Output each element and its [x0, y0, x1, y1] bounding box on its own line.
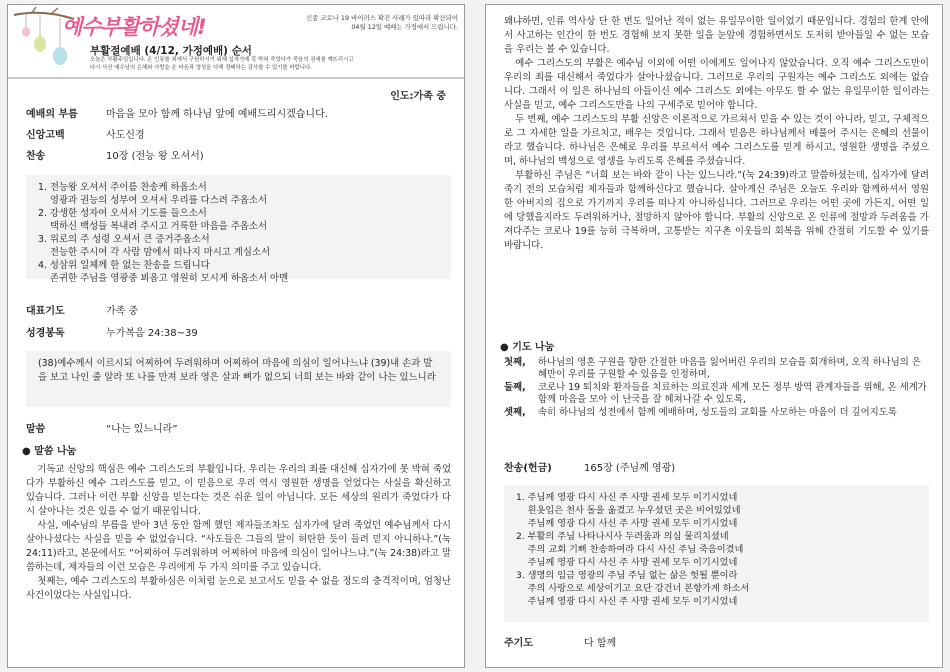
order-hymn: 찬송 10장 (전능 왕 오셔서): [26, 151, 204, 162]
order-creed: 신앙고백 사도신경: [26, 130, 145, 141]
bulletin-page-left: [7, 4, 465, 668]
order-scripture: 성경봉독 누가복음 24:38~39: [26, 328, 198, 339]
prayer-item: 셋째, 속히 하나님의 성전에서 함께 예배하며, 성도들의 교회를 사모하는 마음이 더 깊어지도록: [504, 407, 897, 418]
closing-hymn-lyrics-box: 1. 주님께 영광 다시 사신 주 사망 권세 모두 이기시었네 흰옷입은 천사 돌을 옮겼고 누우셨던 곳은 비어있었네 주님께 영광 다시 사신 주 사망 권세 모두 이기시었네 2. 부활의 주님 나타나시사 두려움과 의심 물리치셨네 주의 교회 기뻐 찬송하여라 다시 사신 주님 죽음이겼네 주님께 영광 다시 사신 주 사망 권세 모두 이기시었네 3. 생명의 임금 영광의 주님 주님 없는 삶은 헛될 뿐이라 주의 사랑으로 세상이기고 요단 강건너 본향가게 하소서 주님께 영광 다시 사신 주 사망 권세 모두 이기시었네: [504, 485, 929, 622]
prayer-item: 첫째, 하나님의 영혼 구원을 향한 간절한 마음을 잃어버린 우리의 모습을 회개하며, 오직 하나님의 은혜만이 우리를 구원할 수 있음을 인정하며,: [504, 357, 921, 380]
bulletin-page-right: [485, 4, 943, 668]
intro-text: 오늘은 부활주일입니다. 온 인류를 죄에서 구원하시기 위해 십자가에 못 박혀 죽었다가 죽음의 권세를 깨뜨리시고 다시 사신 예수님의 은혜와 사랑을 온 마음과 정성을 다해 경배하는 감사할 수 있기를 바랍니다.: [90, 57, 354, 71]
message-body-left: 기독교 신앙의 핵심은 예수 그리스도의 부활입니다. 우리는 우리의 죄를 대신해 십자가에 못 박혀 죽었다가 부활하신 예수 그리스도를 믿고, 이 믿음으로 우리 역시 영원한 생명을 얻었다는 사실을 확신하고 있습니다. 그러나 이런 부활 신앙을 믿는다는 것은 쉬운 일이 아닙니다. 모든 세상의 원리가 죽었다가 다시 살아나는 것은 있을 수 없기 때문입니다. 사실, 예수님의 부름을 받아 3년 동안 함께 했던 제자들조차도 십자가에 달려 죽었던 예수님께서 다시 살아나셨다는 사실을 믿을 수 없었습니다. “사도들은 그들의 말이 허탄한 듯이 들려 믿지 아니하나.”(눅 24:11)라고, 본문에서도 “어찌하여 두려워하며 어찌하여 마음에 의심이 일어나느냐.”(눅 24:38)라고 말씀하는데, 제자들의 이런 모습은 우리에게 두 가지 의미를 주고 있습니다. 첫째는, 예수 그리스도의 부활하심은 이처럼 눈으로 보고서도 믿을 수 없을 정도의 충격적이며, 엄청난 사건이었다는 사실입니다.: [26, 464, 451, 601]
message-body-right: 왜냐하면, 인류 역사상 단 한 번도 일어난 적이 없는 유일무이한 일이었기 때문입니다. 경험의 한계 안에서 사고하는 인간이 한 번도 경험해 보지 못한 일을 눈앞에 경험하면서도 도저히 받아들일 수 없는 모습을 우리는 볼 수 있습니다. 예수 그리스도의 부활은 예수님 이외에 어떤 이에게도 일어나지 않았습니다. 오직 예수 그리스도만이 우리의 죄를 대신해서 죽었다가 살아나셨습니다. 그러므로 우리의 구원자는 예수 그리스도 외에는 없습니다. 그래서 이 일은 하나님의 아들이신 예수 그리스도 외에는 아무도 할 수 없는 유일무이한 일이라는 사실을 믿고, 예수 그리스도만을 나의 구세주로 믿어야 합니다. 두 번째, 예수 그리스도의 부활 신앙은 이론적으로 가르쳐서 믿을 수 있는 것이 아니라, 믿고, 구체적으로 그 자세한 일을 가르치고, 배우는 것입니다. 그래서 믿음은 하나님께서 베풀어 주시는 은혜의 선물이라고 했습니다. 하나님은 은혜로 우리를 부르셔서 예수 그리스도를 믿게 하시고, 영원한 생명을 주셨으며, 하나님의 백성으로 영생을 누리도록 은혜를 주셨습니다. 부활하신 주님은 “너희 보는 바와 같이 나는 있느니라.”(눅 24:39)라고 말씀하셨는데, 십자가에 달려 죽기 전의 모습처럼 제자들과 함께하신다고 했습니다. 살아계신 주님은 오늘도 우리와 함께하셔서 영원한 아버지의 집으로 가기까지 우리를 떠나지 아니하십니다. 그러므로 우리는 어떤 곳에 가든지, 어떤 일에 당했을지라도 두려워하거나, 절망하지 않아야 합니다. 부활의 신앙으로 온 인류에 절망과 두려움을 가져다주는 코로나 19를 능히 극복하며, 고통받는 지구촌 이웃들의 회복을 위해 간절히 기도할 수 있기를 바랍니다.: [504, 16, 929, 251]
prayer-item: 둘째, 코로나 19 퇴치와 환자들을 치료하는 의료진과 세계 모든 정부 방역 관계자들을 위해, 온 세계가 함께 마음을 모아 이 난국을 잘 헤쳐나갈 수 있도록,: [504, 382, 927, 405]
prayer-list: [504, 357, 929, 420]
order-lords-prayer: 주기도 다 함께: [504, 638, 617, 649]
order-sermon: 말씀 “나는 있느니라”: [26, 424, 178, 435]
page-title: 부활절예배 (4/12, 가정예배) 순서: [90, 45, 252, 57]
easter-logo: 예수부활하셨네!: [62, 15, 206, 39]
order-call: 예배의 부름 마음을 모아 함께 하나님 앞에 예배드리시겠습니다.: [26, 109, 328, 120]
order-prayer: 대표기도 가족 중: [26, 306, 139, 317]
prayer-heading: ● 기도 나눔: [500, 342, 555, 353]
hymn-lyrics-box: 1. 전능왕 오셔서 주이름 찬송케 하옵소서 영광과 권능의 성부여 오셔서 우리를 다스려 주옵소서 2. 강생한 성자여 오셔서 기도를 들으소서 택하신 백성들 복내려 주시고 거룩한 마음을 주옵소서 3. 위로의 주 성령 오셔서 큰 증거주옵소서 전능한 주시여 각 사람 맘에서 떠나지 마시고 계심소서 4. 성삼위 일체께 한 없는 찬송을 드립니다 존귀한 주님을 영광중 뵈옵고 영원히 모시게 하옵소서 아멘: [26, 175, 451, 279]
notice-text: 신종 코로나 19 바이러스 확진 사례가 있따라 확산되어 04월 12일 예배는 가정에서 드립니다.: [306, 14, 458, 31]
order-closing-hymn: 찬송(헌금) 165장 (주님께 영광): [504, 463, 676, 474]
message-heading: ● 말씀 나눔: [22, 446, 77, 457]
scripture-box: (38)예수께서 이르시되 어찌하여 두려워하며 어찌하여 마음에 의심이 일어나느냐 (39)내 손과 발을 보고 나인 줄 알라 또 나를 만져 보라 영은 살과 뼈가 없으되 너희 보는 바와 같이 나는 있느니라: [26, 351, 451, 407]
bulletin-header: [8, 5, 465, 79]
leader-label: 인도:가족 중: [390, 91, 446, 102]
